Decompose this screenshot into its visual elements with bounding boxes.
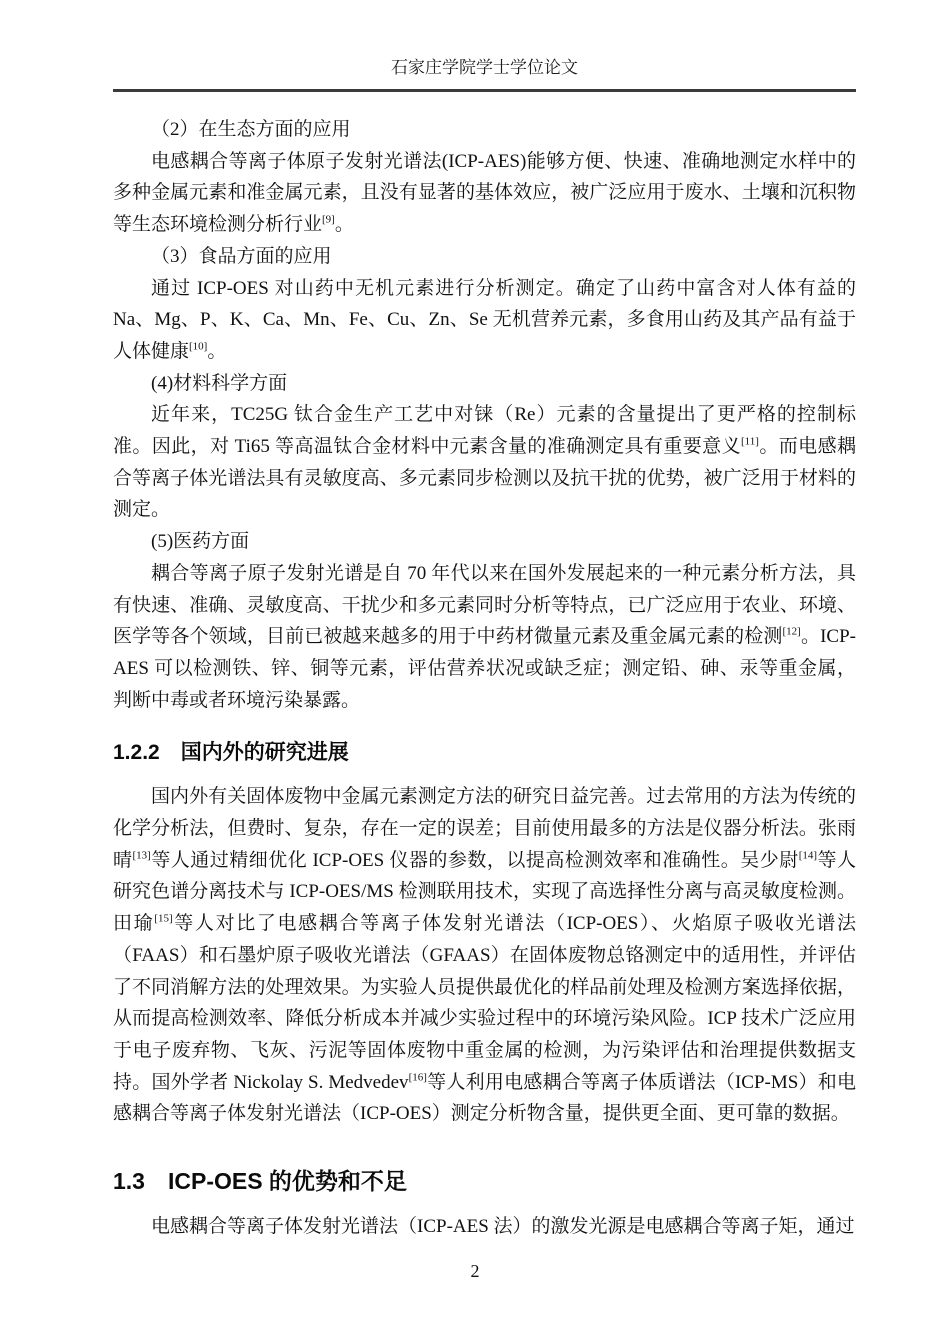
citation-reference: [9] — [322, 213, 335, 226]
section-heading-1-2-2: 1.2.2 国内外的研究进展 — [113, 741, 349, 765]
page-header — [113, 56, 856, 92]
citation-reference: [10] — [189, 340, 208, 353]
paragraph-ecology: 电感耦合等离子体原子发射光谱法(ICP-AES)能够方便、快速、准确地测定水样中的多种金属元素和准金属元素，且没有显著的基体效应，被广泛应用于废水、土壤和沉积物等生态环境检测分析行业[9]。 — [113, 150, 856, 236]
page-number: 2 — [470, 1261, 480, 1281]
header-title: 石家庄学院学士学位论文 — [391, 58, 578, 77]
citation-reference: [11] — [741, 435, 759, 448]
paragraph-icp-oes-intro: 电感耦合等离子体发射光谱法（ICP-AES 法）的激发光源是电感耦合等离子矩，通过 — [151, 1216, 855, 1238]
section-heading-1-3: 1.3 ICP-OES 的优势和不足 — [113, 1168, 407, 1195]
paragraph-materials: 近年来，TC25G 钛合金生产工艺中对铼（Re）元素的含量提出了更严格的控制标准。因此，对 Ti65 等高温钛合金材料中元素含量的准确测定具有重要意义[11]。而电感耦合等离子体光谱法具有灵敏度高、多元素同步检测以及抗干扰的优势，被广泛用于材料的测定。 — [113, 404, 856, 521]
list-item-heading-5: (5)医药方面 — [151, 531, 250, 553]
list-item-heading-4: (4)材料科学方面 — [151, 372, 288, 394]
citation-reference: [14] — [798, 849, 818, 862]
citation-reference: [15] — [154, 912, 173, 925]
list-item-heading-3: （3）食品方面的应用 — [151, 245, 332, 267]
citation-reference: [13] — [132, 849, 151, 862]
page-footer — [0, 1261, 950, 1282]
citation-reference: [12] — [782, 625, 801, 638]
paragraph-research-progress: 国内外有关固体废物中金属元素测定方法的研究日益完善。过去常用的方法为传统的化学分析法，但费时、复杂，存在一定的误差；目前使用最多的方法是仪器分析法。张雨晴[13]等人通过精细优化 ICP-OES 仪器的参数，以提高检测效率和准确性。吴少尉[14]等人研究色谱分离技术与 ICP-OES/MS 检测联用技术，实现了高选择性分离与高灵敏度检测。田瑜[15]等人对比了电感耦合等离子体发射光谱法（ICP-OES）、火焰原子吸收光谱法（FAAS）和石墨炉原子吸收光谱法（GFAAS）在固体废物总铬测定中的适用性，并评估了不同消解方法的处理效果。为实验人员提供最优化的样品前处理及检测方案选择依据，从而提高检测效率、降低分析成本并减少实验过程中的环境污染风险。ICP 技术广泛应用于电子废弃物、飞灰、污泥等固体废物中重金属的检测，为污染评估和治理提供数据支持。国外学者 Nickolay S. Medvedev[16]等人利用电感耦合等离子体质谱法（ICP-MS）和电感耦合等离子体发射光谱法（ICP-OES）测定分析物含量，提供更全面、更可靠的数据。 — [113, 786, 857, 1125]
list-item-heading-2: （2）在生态方面的应用 — [151, 119, 351, 140]
header-rule — [113, 89, 856, 92]
paragraph-medicine: 耦合等离子原子发射光谱是自 70 年代以来在国外发展起来的一种元素分析方法，具有快速、准确、灵敏度高、干扰少和多元素同时分析等特点，已广泛应用于农业、环境、医学等各个领域，目前已被越来越多的用于中药材微量元素及重金属元素的检测[12]。ICP-AES 可以检测铁、锌、铜等元素，评估营养状况或缺乏症；测定铅、砷、汞等重金属，判断中毒或者环境污染暴露。 — [113, 562, 856, 711]
citation-reference: [16] — [408, 1071, 427, 1084]
paragraph-food: 通过 ICP-OES 对山药中无机元素进行分析测定。确定了山药中富含对人体有益的 Na、Mg、P、K、Ca、Mn、Fe、Cu、Zn、Se 无机营养元素，多食用山药及其产品有益于人体健康[10]。 — [113, 277, 856, 362]
document-body — [113, 114, 856, 1243]
